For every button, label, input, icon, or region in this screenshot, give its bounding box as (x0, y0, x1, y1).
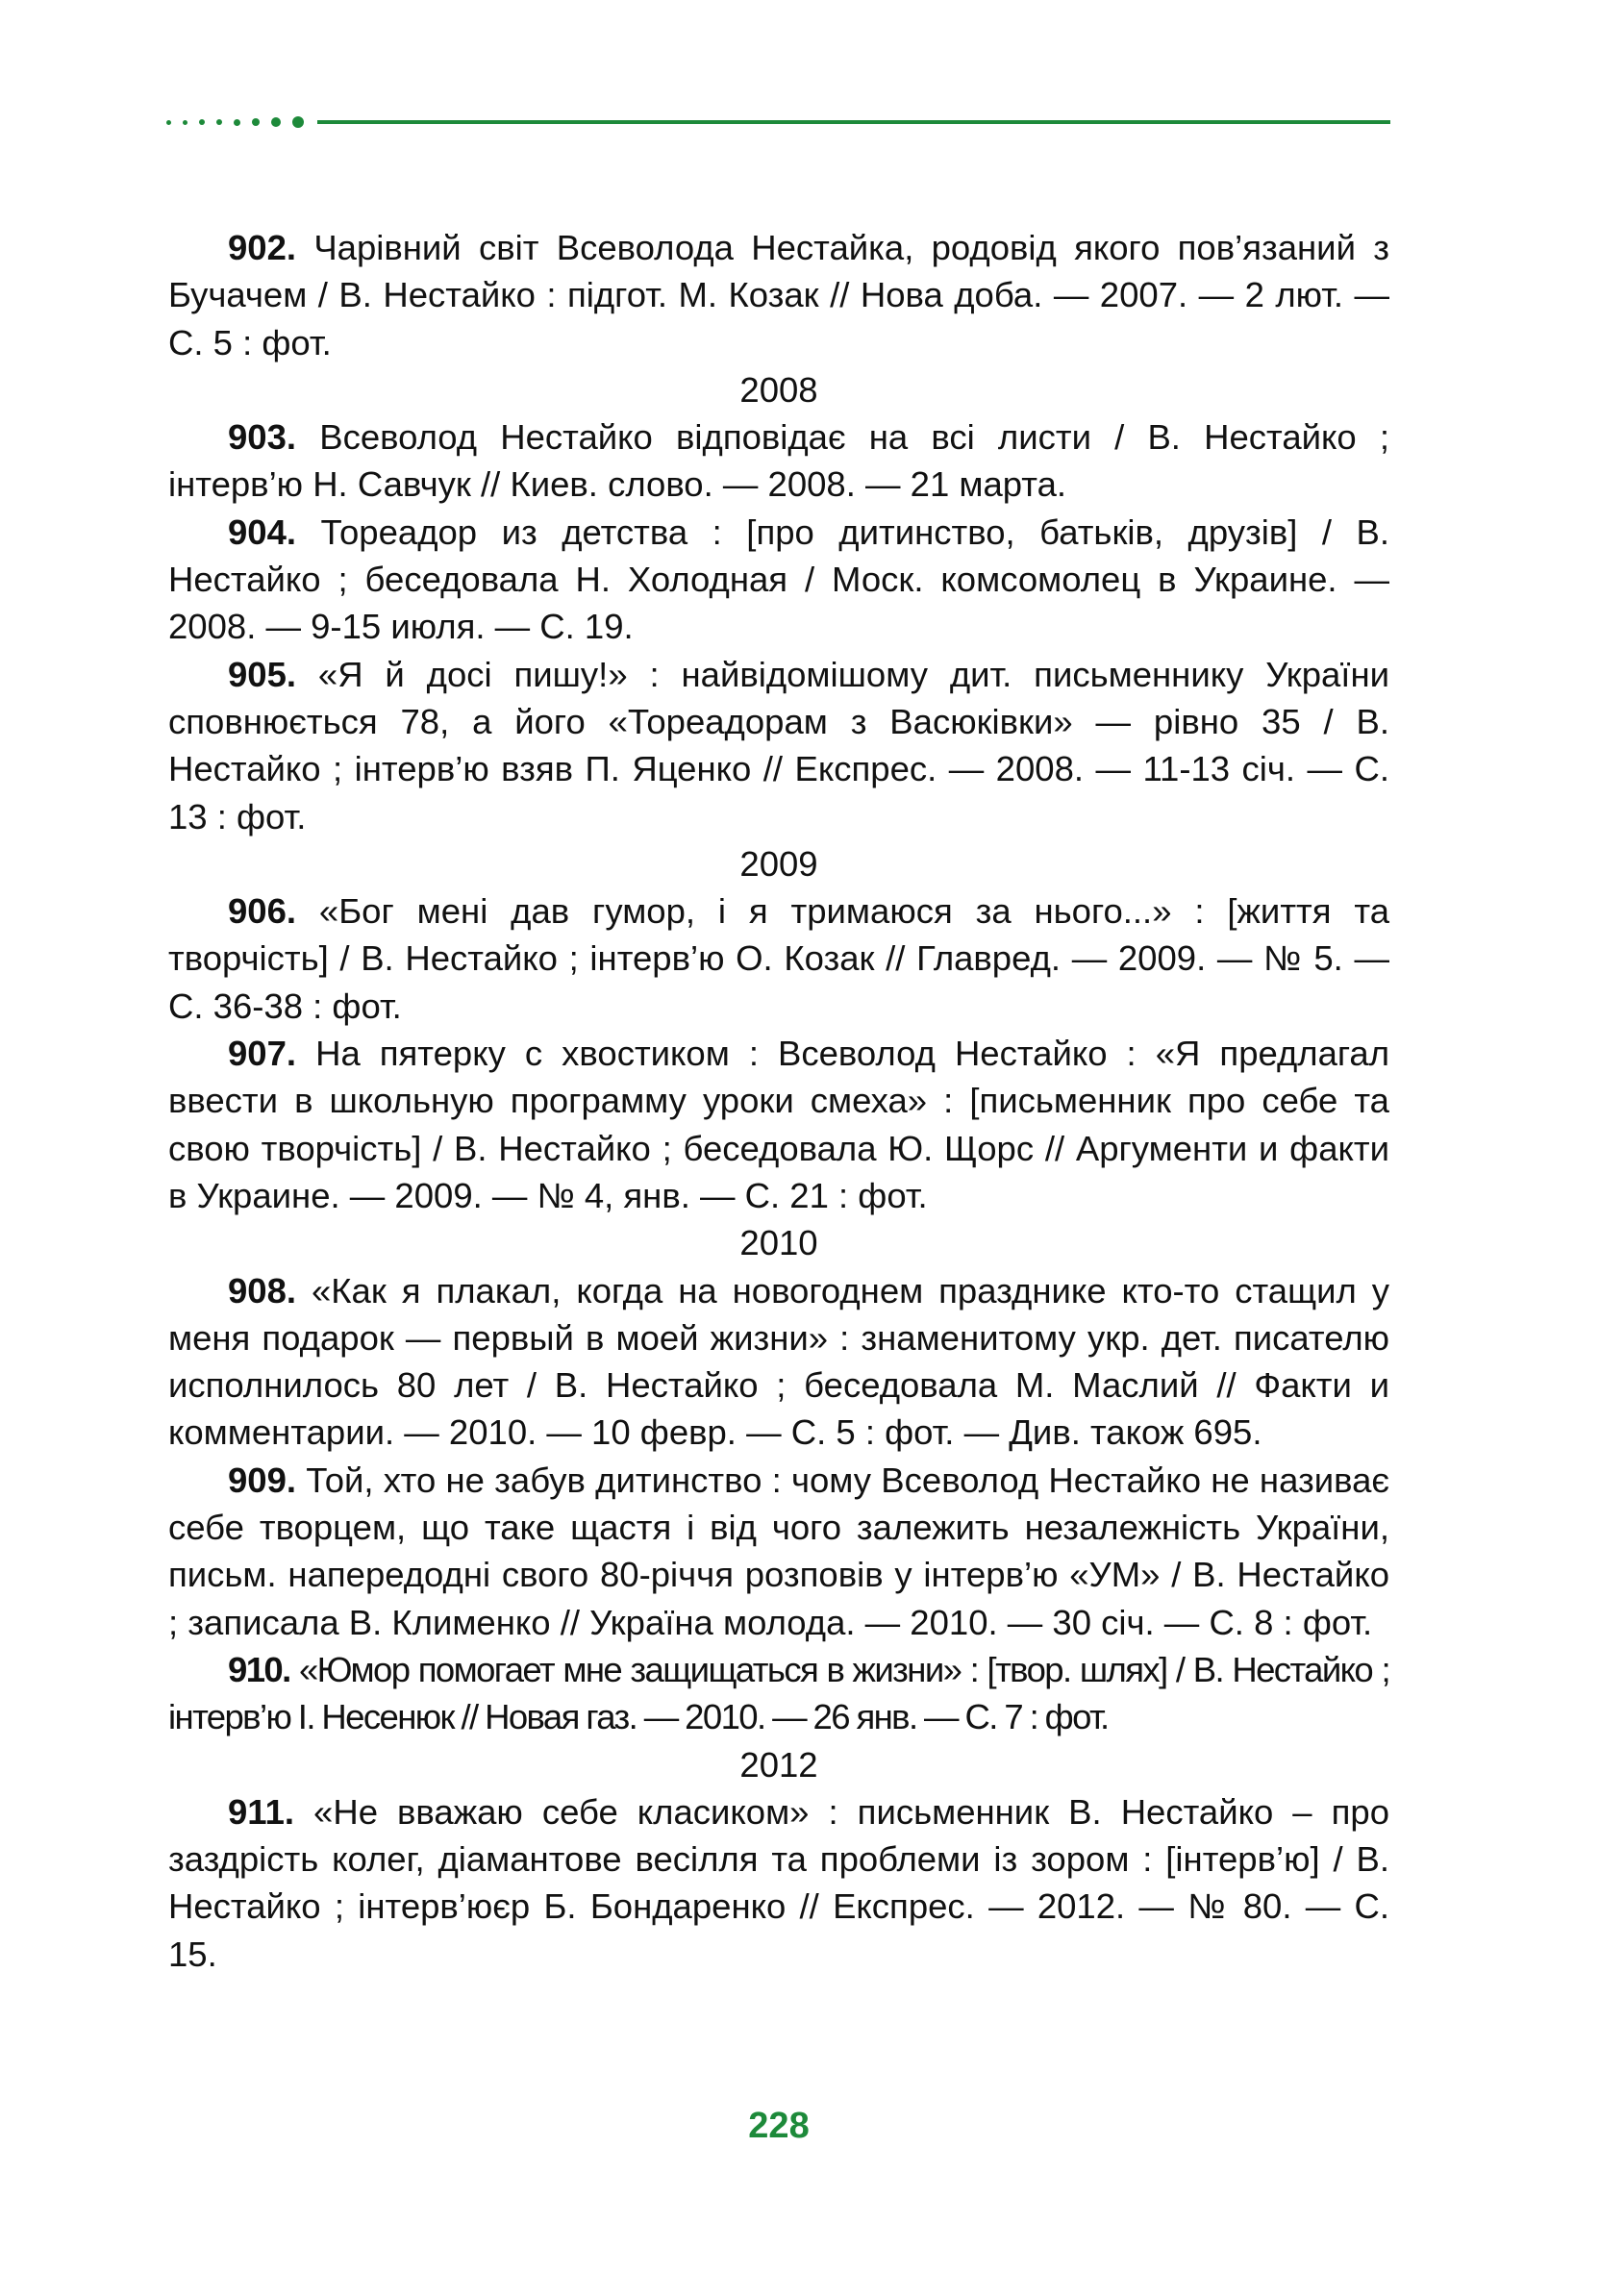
year-heading: 2009 (739, 843, 818, 884)
entry-text: «Как я плакал, когда на новогоднем празднике кто-то стащил у меня подарок — первый в моей жизни» : знаменитому укр. дет. писателю исполнилось 80 лет / В. Нестайко ; беседовала М. Маслий // Факти и комментарии. — 2010. — 10 февр. — С. 5 : фот. — Див. також 695. (168, 1270, 1389, 1453)
entry-number: 909. (228, 1460, 297, 1500)
entry-text: «Юмор помогает мне защищаться в жизни» : [твор. шлях] / В. Нестайко ; інтерв’ю І. Несенюк // Новая газ. — 2010. — 26 янв. — С. 7 : фот. (168, 1649, 1389, 1737)
header-dot (166, 120, 171, 125)
entry-number: 910. (228, 1649, 290, 1689)
bibliography-entry (168, 1030, 1389, 1219)
bibliography-entry (168, 651, 1389, 840)
year-heading: 2012 (739, 1744, 818, 1785)
entry-text: «Бог мені дав гумор, і я тримаюся за нього...» : [життя та творчість] / В. Нестайко ; інтерв’ю О. Козак // Главред. — 2009. — № 5. — С. 36-38 : фот. (168, 891, 1389, 1026)
year-heading: 2010 (739, 1223, 818, 1263)
bibliography-entry (168, 1788, 1389, 1978)
header-line (317, 120, 1390, 124)
entry-number: 905. (228, 654, 297, 694)
header-dot (199, 119, 205, 125)
bibliography-entry (168, 413, 1389, 509)
bibliography-entry (168, 1646, 1389, 1741)
header-dot (252, 118, 260, 126)
bibliography-entry (168, 224, 1389, 366)
entry-number: 902. (228, 228, 297, 267)
bibliography-entry (168, 1267, 1389, 1457)
entry-text: Чарівний світ Всеволода Нестайка, родовід якого пов’язаний з Бучачем / В. Нестайко : підгот. М. Козак // Нова доба. — 2007. — 2 лют. — С. 5 : фот. (168, 228, 1389, 362)
bibliography-entry (168, 887, 1389, 1030)
entry-number: 906. (228, 891, 297, 932)
entry-text: «Я й досі пишу!» : найвідомішому дит. письменнику України сповнюється 78, а його «Тореадорам з Васюківки» — рівно 35 / В. Нестайко ; інтерв’ю взяв П. Яценко // Експрес. — 2008. — 11-13 січ. — С. 13 : фот. (168, 654, 1389, 836)
entry-number: 903. (228, 417, 297, 458)
year-heading: 2008 (739, 369, 818, 410)
bibliography-entry (168, 1457, 1389, 1646)
header-dot (271, 117, 281, 127)
header-rule (166, 113, 1390, 131)
header-dot (234, 119, 240, 126)
entry-number: 907. (228, 1034, 297, 1074)
entry-number: 911. (228, 1791, 295, 1832)
entry-text: Всеволод Нестайко відповідає на всі листи / В. Нестайко ; інтерв’ю Н. Савчук // Киев. слово. — 2008. — 21 марта. (168, 417, 1389, 505)
entry-number: 904. (228, 512, 297, 552)
entry-text: На пятерку с хвостиком : Всеволод Нестайко : «Я предлагал ввести в школьную программу уроки смеха» : [письменник про себе та свою творчість] / В. Нестайко ; беседовала Ю. Щорс // Аргументи и факти в Украине. — 2009. — № 4, янв. — С. 21 : фот. (168, 1034, 1389, 1215)
header-dot (183, 120, 187, 125)
header-dot (216, 119, 222, 125)
header-dot (292, 116, 304, 128)
entry-text: Той, хто не забув дитинство : чому Всеволод Нестайко не називає себе творцем, що таке щастя і від чого залежить незалежність України, письм. напередодні свого 80-річчя розповів у інтерв’ю «УМ» / В. Нестайко ; записала В. Клименко // Україна молода. — 2010. — 30 січ. — С. 8 : фот. (168, 1460, 1389, 1642)
bibliography-list (168, 224, 1389, 1978)
bibliography-entry (168, 509, 1389, 651)
entry-number: 908. (228, 1270, 297, 1311)
page-number: 228 (748, 2106, 810, 2146)
entry-text: «Не вважаю себе класиком» : письменник В. Нестайко – про заздрість колег, діамантове весілля та проблеми із зором : [інтерв’ю] / В. Нестайко ; інтерв’юєр Б. Бондаренко // Експрес. — 2012. — № 80. — С. 15. (168, 1791, 1389, 1974)
entry-text: Тореадор из детства : [про дитинство, батьків, друзів] / В. Нестайко ; беседовала Н. Холодная / Моск. комсомолец в Украине. — 2008. — 9-15 июля. — С. 19. (168, 512, 1389, 647)
